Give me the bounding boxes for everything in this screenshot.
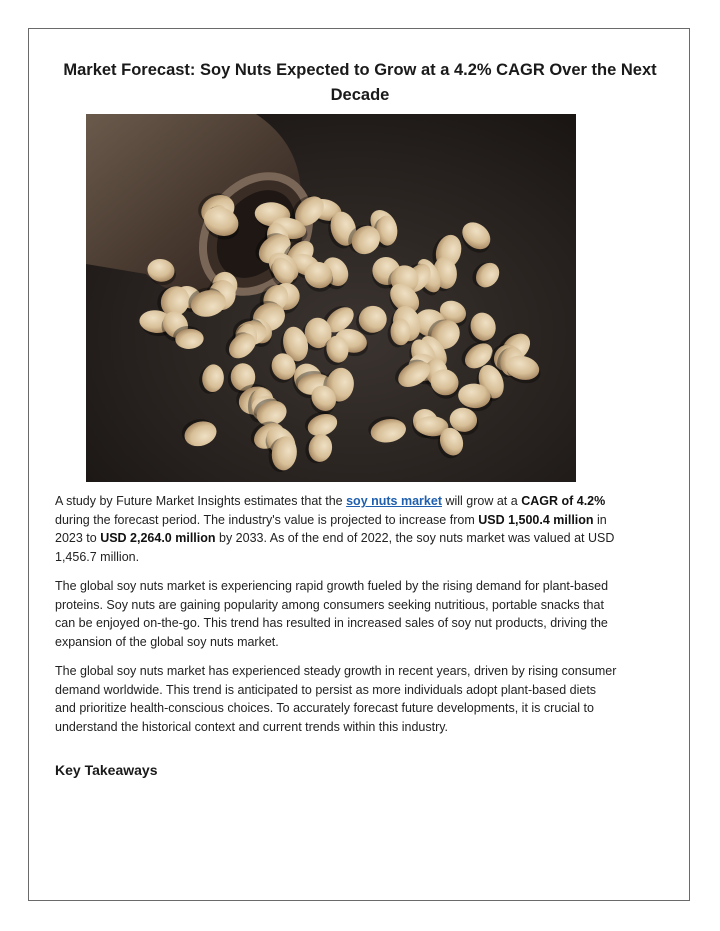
value-2033: USD 2,264.0 million xyxy=(100,531,216,546)
growth-paragraph: The global soy nuts market is experiencing rapid growth fueled by the rising demand for plant-based proteins. Soy nuts are gaining popularity among consumers seeking nutritious, portable snacks that can be enjoyed on-the-go. This trend has resulted in increased sales of soy nut products, driving the expansion of the global soy nuts market. xyxy=(55,579,609,649)
soy-nuts-market-link[interactable]: soy nuts market xyxy=(346,494,442,508)
value-2023: USD 1,500.4 million xyxy=(478,512,594,527)
page-title: Market Forecast: Soy Nuts Expected to Grow at a 4.2% CAGR Over the Next Decade xyxy=(63,61,657,104)
soy-nuts-photo xyxy=(86,114,576,482)
intro-paragraph xyxy=(55,492,617,566)
key-takeaways-heading: Key Takeaways xyxy=(55,762,158,778)
intro-text-3: during the forecast period. The industry's value is projected to increase from xyxy=(55,512,479,527)
cagr-value: CAGR of 4.2% xyxy=(521,494,606,508)
intro-text-2: will grow at a xyxy=(441,494,522,508)
intro-text-1: A study by Future Market Insights estimates that the xyxy=(55,494,347,508)
intro-text-4: in 2023 to xyxy=(55,512,607,546)
intro-text-5: by 2033. As of the end of 2022, the soy nuts market was valued at USD 1,456.7 million. xyxy=(55,531,615,564)
history-paragraph: The global soy nuts market has experienced steady growth in recent years, driven by rising consumer demand worldwide. This trend is anticipated to persist as more individuals adopt plant-based diets and prioritize health-conscious choices. To accurately forecast future developments, it is crucial to understand the historical context and current trends within this industry. xyxy=(55,664,617,734)
